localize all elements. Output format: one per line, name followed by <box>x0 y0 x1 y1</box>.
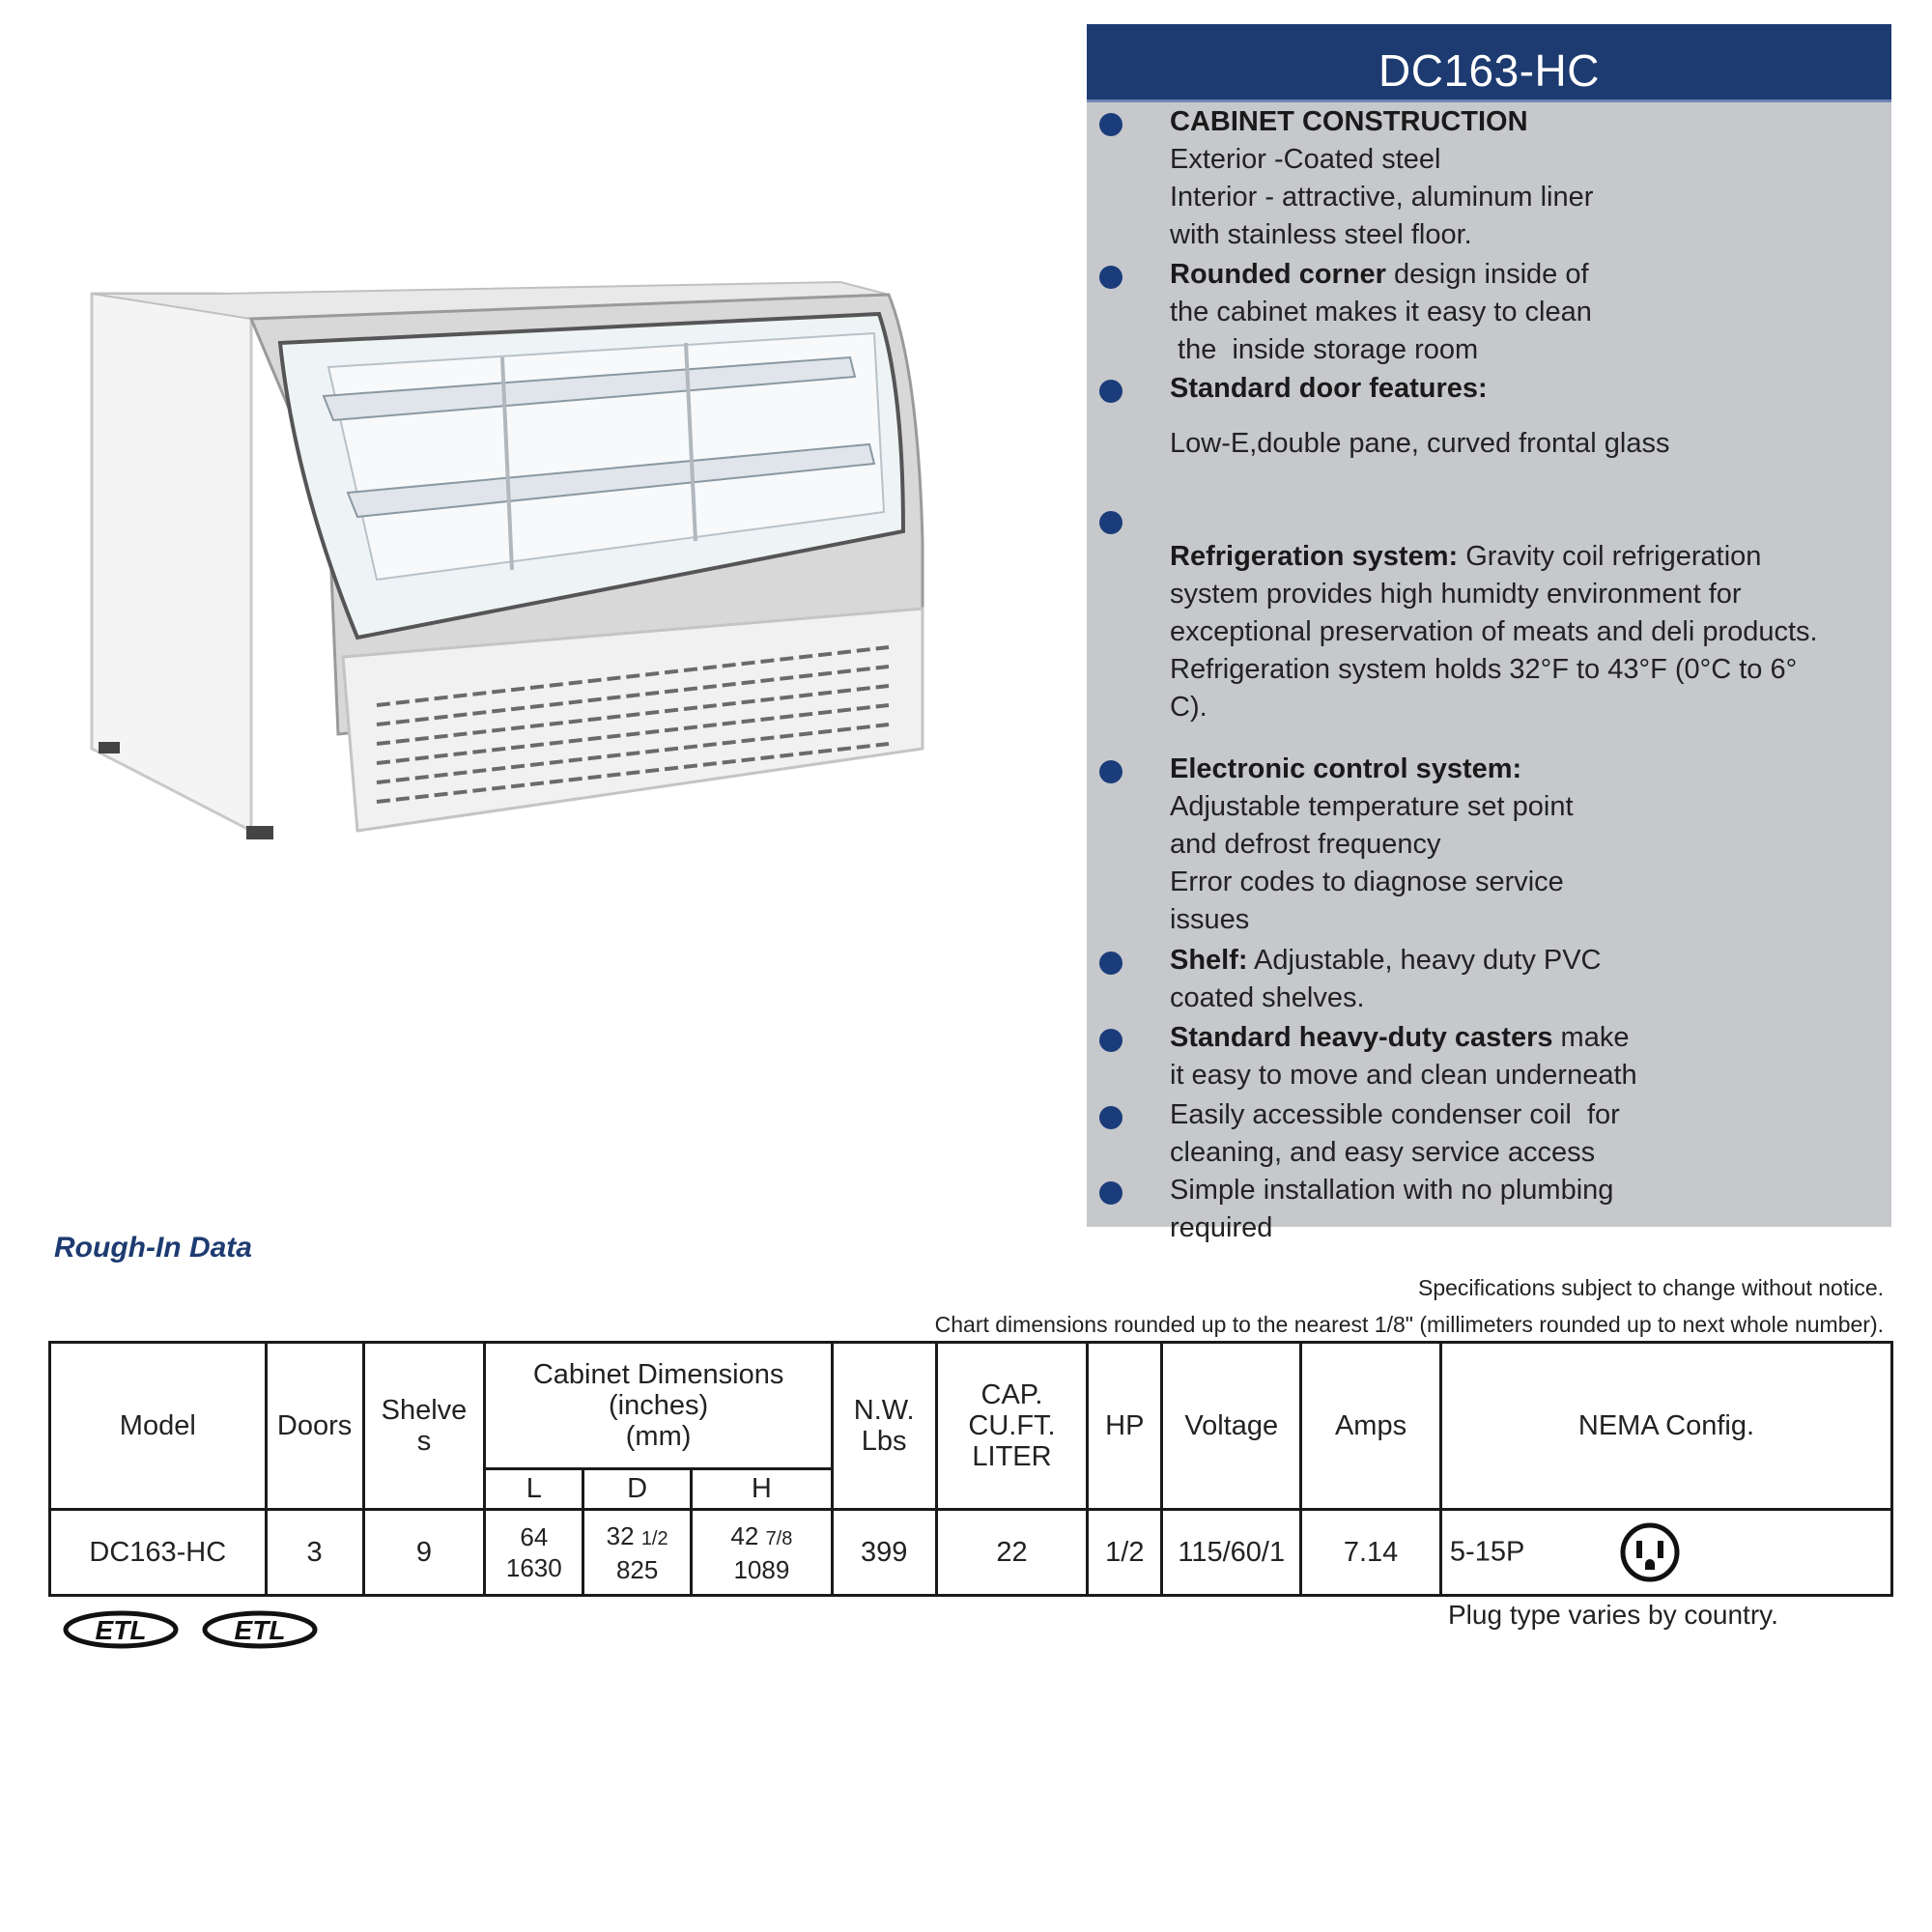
feature-heading: CABINET CONSTRUCTION <box>1170 106 1528 137</box>
header-depth: D <box>583 1469 692 1510</box>
cell-height: 42 7/8 1089 <box>692 1510 833 1596</box>
bullet-icon <box>1099 952 1122 975</box>
cell-depth: 32 1/2 825 <box>583 1510 692 1596</box>
header-shelves: Shelve s <box>363 1343 485 1510</box>
cell-length: 64 1630 <box>485 1510 583 1596</box>
bullet-icon <box>1099 1106 1122 1129</box>
header-amps: Amps <box>1301 1343 1441 1510</box>
feature-line: issues <box>1170 904 1250 935</box>
svg-text:ETL: ETL <box>234 1615 286 1645</box>
cell-nema: 5-15P <box>1440 1510 1891 1596</box>
spec-panel <box>1087 24 1891 1243</box>
cell-model: DC163-HC <box>50 1510 267 1596</box>
feature-text: Gravity coil refrigeration <box>1458 541 1762 572</box>
bullet-icon <box>1099 113 1122 136</box>
roughin-title: Rough-In Data <box>54 1232 252 1264</box>
certification-logos <box>62 1609 319 1650</box>
feature-text: Adjustable, heavy duty PVC <box>1247 945 1602 976</box>
feature-line: Exterior -Coated steel <box>1170 144 1441 175</box>
nema-plug-icon <box>1619 1521 1681 1583</box>
feature-line: Simple installation with no plumbing <box>1170 1175 1614 1206</box>
feature-line: Error codes to diagnose service <box>1170 867 1564 897</box>
cell-voltage: 115/60/1 <box>1162 1510 1301 1596</box>
feature-line: the inside storage room <box>1170 334 1479 365</box>
header-model: Model <box>50 1343 267 1510</box>
feature-line: the cabinet makes it easy to clean <box>1170 297 1592 327</box>
spec-change-note: Specifications subject to change without notice. <box>1417 1275 1884 1300</box>
cell-net-weight: 399 <box>832 1510 936 1596</box>
feature-heading: Rounded corner <box>1170 259 1386 290</box>
cell-amps: 7.14 <box>1301 1510 1441 1596</box>
bullet-icon <box>1099 511 1122 534</box>
feature-heading: Shelf: <box>1170 945 1248 976</box>
bullet-icon <box>1099 1029 1122 1052</box>
bullet-icon <box>1099 1181 1122 1205</box>
header-length: L <box>485 1469 583 1510</box>
bullet-icon <box>1099 760 1122 783</box>
cell-capacity: 22 <box>936 1510 1088 1596</box>
etl-logo-icon <box>62 1609 180 1650</box>
feature-line: cleaning, and easy service access <box>1170 1137 1596 1168</box>
feature-line: Easily accessible condenser coil for <box>1170 1099 1620 1130</box>
feature-line: system provides high humidty environment for <box>1170 579 1742 610</box>
header-doors: Doors <box>266 1343 363 1510</box>
model-title: DC163-HC <box>1378 45 1600 96</box>
feature-line: Interior - attractive, aluminum liner <box>1170 182 1594 213</box>
feature-text: design inside of <box>1385 259 1589 290</box>
header-cabinet-dimensions: Cabinet Dimensions (inches) (mm) <box>485 1343 832 1469</box>
cell-shelves: 9 <box>363 1510 485 1596</box>
feature-heading: Standard door features: <box>1170 373 1488 404</box>
header-nema: NEMA Config. <box>1440 1343 1891 1510</box>
header-height: H <box>692 1469 833 1510</box>
feature-line: exceptional preservation of meats and deli products. <box>1170 616 1818 647</box>
svg-text:ETL: ETL <box>95 1615 147 1645</box>
feature-heading: Refrigeration system: <box>1170 541 1459 572</box>
feature-heading: Electronic control system: <box>1170 753 1522 784</box>
plug-type-note: Plug type varies by country. <box>1448 1600 1778 1630</box>
header-capacity: CAP. CU.FT. LITER <box>936 1343 1088 1510</box>
header-net-weight: N.W. Lbs <box>832 1343 936 1510</box>
bullet-icon <box>1099 266 1122 289</box>
table-row <box>50 1510 1892 1596</box>
product-image <box>87 251 937 850</box>
header-hp: HP <box>1088 1343 1162 1510</box>
rounding-note: Chart dimensions rounded up to the nearest 1/8" (millimeters rounded up to next whole number). <box>934 1312 1884 1337</box>
etl-logo-icon <box>201 1609 319 1650</box>
feature-line: Refrigeration system holds 32°F to 43°F (0°C to 6° <box>1170 654 1798 685</box>
roughin-table <box>48 1341 1893 1597</box>
feature-line: with stainless steel floor. <box>1170 219 1472 250</box>
feature-line: required <box>1170 1212 1273 1243</box>
spec-header <box>1087 24 1891 102</box>
feature-line: coated shelves. <box>1170 982 1365 1013</box>
feature-line: and defrost frequency <box>1170 829 1441 860</box>
feature-heading: Standard heavy-duty casters <box>1170 1022 1553 1053</box>
feature-line: Low-E,double pane, curved frontal glass <box>1170 428 1670 459</box>
feature-line: Adjustable temperature set point <box>1170 791 1574 822</box>
feature-text: make <box>1552 1022 1630 1053</box>
cell-hp: 1/2 <box>1088 1510 1162 1596</box>
header-voltage: Voltage <box>1162 1343 1301 1510</box>
feature-line: C). <box>1170 692 1208 723</box>
bullet-icon <box>1099 380 1122 403</box>
feature-line: it easy to move and clean underneath <box>1170 1060 1637 1091</box>
cell-doors: 3 <box>266 1510 363 1596</box>
